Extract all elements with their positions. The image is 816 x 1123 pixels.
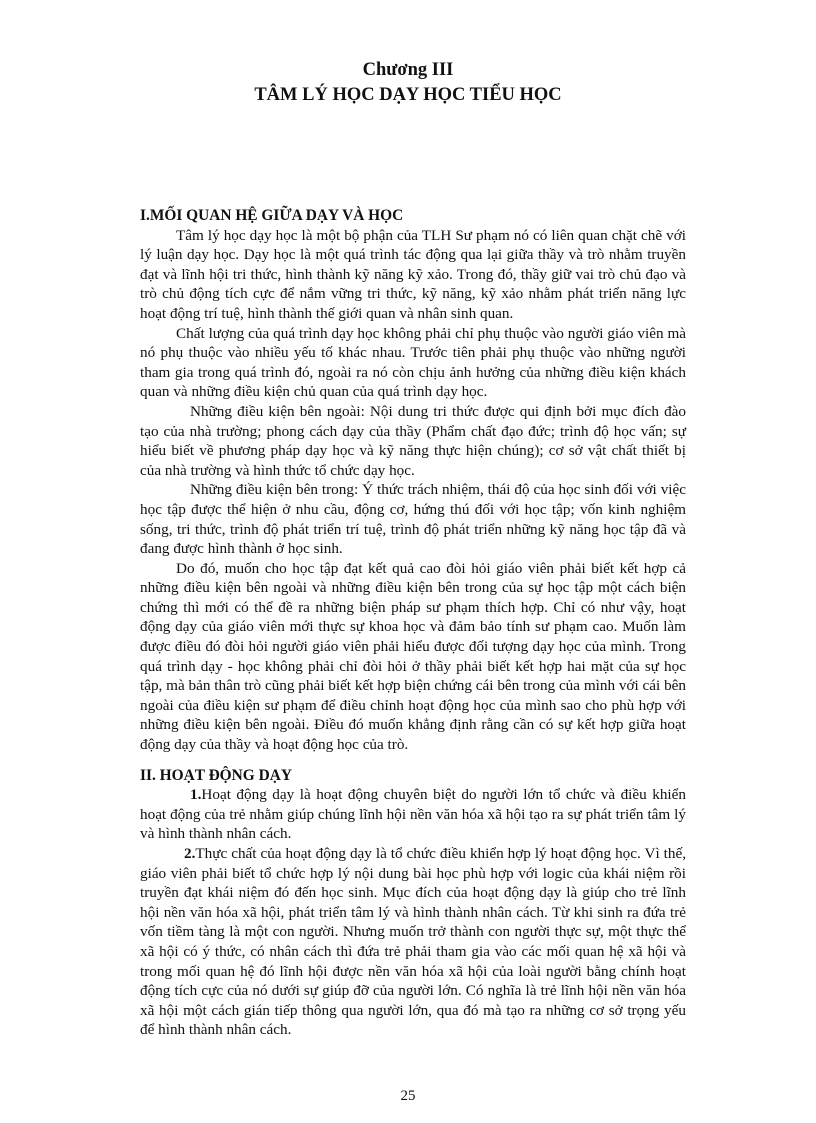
item-text: Hoạt động dạy là hoạt động chuyên biệt do người lớn tổ chức và điều khiển hoạt động của trẻ nhằm giúp chúng lĩnh hội nền văn hóa xã hội tạo ra sự phát triển tâm lý và hình thành nhân cách.	[140, 786, 686, 843]
body-content	[140, 206, 686, 1040]
chapter-number: Chương III	[362, 60, 454, 80]
item-text: Thực chất của hoạt động dạy là tổ chức điều khiển hợp lý hoạt động học. Vì thế, giáo viên phải biết tổ chức hợp lý nội dung bài học phù hợp với logic của khái niệm rồi truyền đạt khái niệm đó đến học sinh. Mục đích của hoạt động dạy là giúp cho trẻ lĩnh hội nền văn hóa xã hội, phát triển tâm lý và hình thành nhân cách. Từ khi sinh ra đứa trẻ vốn tiềm tàng là một con người. Nhưng muốn trở thành con người thực sự, một thực thể xã hội có ý thức, có nhân cách thì đứa trẻ phải tham gia vào các mối quan hệ xã hội và trong mối quan hệ đó lĩnh hội được nền văn hóa xã hội của loài người bằng chính hoạt động tích cực của nó dưới sự giúp đỡ của người lớn. Có nghĩa là trẻ lĩnh hội nền văn hóa xã hội một cách gián tiếp thông qua người lớn, qua đó mà tạo ra những cơ sở trọng yếu để hình thành nhân cách.	[140, 845, 686, 1039]
paragraph: Chất lượng của quá trình dạy học không phải chỉ phụ thuộc vào người giáo viên mà nó phụ thuộc vào nhiều yếu tố khác nhau. Trước tiên phải phụ thuộc vào những người tham gia trong quá trình đó, ngoài ra nó còn chịu ảnh hưởng của những điều kiện khách quan và những điều kiện chủ quan của quá trình dạy học.	[140, 324, 686, 401]
item-number: 1.	[190, 786, 202, 804]
section-heading-2: II. HOẠT ĐỘNG DẠY	[140, 766, 292, 784]
section-heading-1: I.MỐI QUAN HỆ GIỮA DẠY VÀ HỌC	[140, 207, 404, 224]
numbered-paragraph	[140, 844, 686, 1040]
paragraph: Những điều kiện bên ngoài: Nội dung tri thức được qui định bởi mục đích đào tạo của nhà trường; phong cách dạy của thầy (Phẩm chất đạo đức; trình độ học vấn; sự hiểu biết về phương pháp dạy học và kỹ năng thực hiện chúng); cơ sở vật chất thiết bị của nhà trường và hình thức tổ chức dạy học.	[140, 402, 686, 479]
numbered-paragraph	[140, 785, 686, 844]
item-number: 2.	[184, 845, 196, 862]
paragraph: Tâm lý học dạy học là một bộ phận của TLH Sư phạm nó có liên quan chặt chẽ với lý luận dạy học. Dạy học là một quá trình tác động qua lại giữa thầy và trò nhằm truyền đạt và lĩnh hội tri thức, hình thành kỹ năng kỹ xảo. Trong đó, thầy giữ vai trò chủ đạo và trò chủ động tích cực để nắm vững tri thức, kỹ năng, kỹ xảo nhằm phát triển năng lực hoạt động trí tuệ, hình thành thế giới quan và nhân sinh quan.	[140, 226, 686, 322]
chapter-header	[0, 58, 816, 108]
paragraph: Những điều kiện bên trong: Ý thức trách nhiệm, thái độ của học sinh đối với việc học tập được thể hiện ở nhu cầu, động cơ, hứng thú đối với học tập; vốn kinh nghiệm sống, tri thức, trình độ phát triển trí tuệ, trình độ phát triển những kỹ năng học tập đã và đang được hình thành ở học sinh.	[140, 481, 686, 558]
paragraph: Do đó, muốn cho học tập đạt kết quả cao đòi hỏi giáo viên phải biết kết hợp cả những điều kiện bên ngoài và những điều kiện bên trong của sự học tập một cách biện chứng thì mới có thể đề ra những biện pháp sư phạm thích hợp. Chỉ có như vậy, hoạt động dạy của giáo viên mới thực sự khoa học và đảm bảo tính sư phạm cao. Muốn làm được điều đó đòi hỏi người giáo viên phải hiểu được đối tượng dạy học của mình. Trong quá trình dạy - học không phải chỉ đòi hỏi ở thầy phải biết kết hợp hai mặt của sự học tập, mà bản thân trò cũng phải biết kết hợp biện chứng cái bên trong của mình với cái bên ngoài của điều kiện sư phạm để điều chỉnh hoạt động học của mình sao cho phù hợp với những điều kiện bên ngoài. Điều đó muốn khẳng định rằng cần có sự kết hợp giữa hoạt động dạy của thầy và hoạt động học của trò.	[140, 559, 686, 754]
page-number: 25	[400, 1088, 416, 1104]
chapter-title: TÂM LÝ HỌC DẠY HỌC TIỂU HỌC	[254, 85, 562, 105]
